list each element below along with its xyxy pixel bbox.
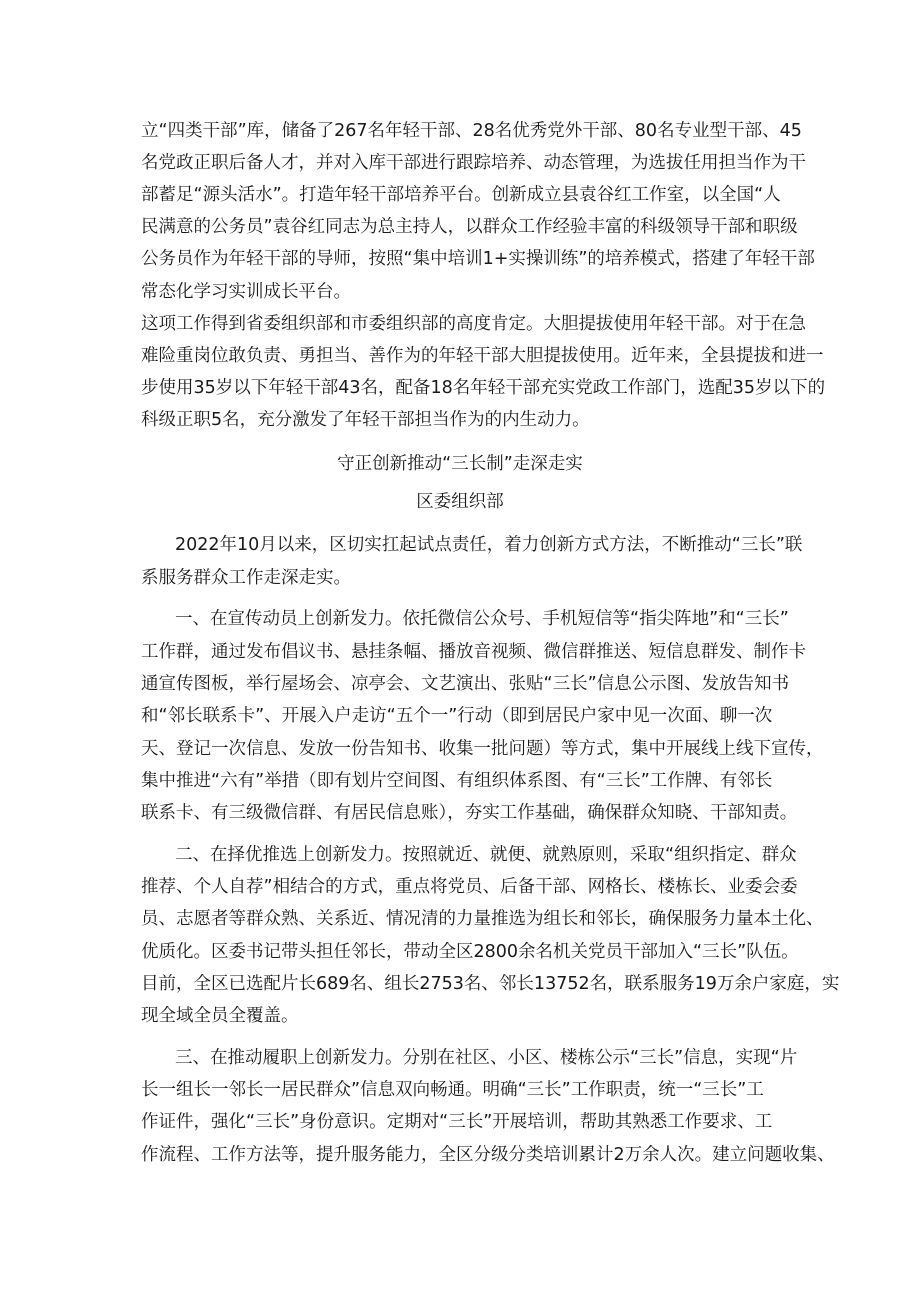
text-line: 常态化学习实训成长平台。: [141, 282, 351, 302]
text-line: 名党政正职后备人才，并对入库干部进行跟踪培养、动态管理，为选拔任用担当作为干: [141, 153, 806, 173]
text-line: 联系卡、有三级微信群、有居民信息账），夯实工作基础，确保群众知晓、干部知责。: [141, 803, 798, 823]
text-line: 2022年10月以来，区切实扛起试点责任，着力创新方式方法，不断推动“三长”联: [175, 535, 803, 555]
text-line: 通宣传图板，举行屋场会、凉亭会、文艺演出、张贴“三长”信息公示图、发放告知书: [141, 674, 790, 694]
text-line: 现全域全员全覆盖。: [141, 1006, 299, 1026]
text-line: 三、在推动履职上创新发力。分别在社区、小区、楼栋公示“三长”信息，实现“片: [175, 1048, 798, 1068]
text-line: 员、志愿者等群众熟、关系近、情况清的力量推选为组长和邻长，确保服务力量本土化、: [141, 909, 824, 929]
text-line: 民满意的公务员”袁谷红同志为总主持人，以群众工作经验丰富的科级领导干部和职级: [141, 217, 798, 237]
article-author: 区委组织部: [416, 492, 504, 512]
text-line: 二、在择优推选上创新发力。按照就近、就便、就熟原则，采取“组织指定、群众: [175, 845, 797, 865]
text-line: 这项工作得到省委组织部和市委组织部的高度肯定。大胆提拔使用年轻干部。对于在急: [141, 314, 806, 334]
text-line: 作证件，强化“三长”身份意识。定期对“三长”开展培训，帮助其熟悉工作要求、工: [141, 1112, 773, 1132]
text-line: 科级正职5名，充分激发了年轻干部担当作为的内生动力。: [141, 410, 590, 430]
text-line: 目前，全区已选配片长689名、组长2753名、邻长13752名，联系服务19万余户家庭，实: [141, 974, 840, 994]
text-line: 难险重岗位敢负责、勇担当、善作为的年轻干部大胆提拔使用。近年来，全县提拔和进一: [141, 346, 824, 366]
text-line: 立“四类干部”库，储备了267名年轻干部、28名优秀党外干部、80名专业型干部、45: [141, 121, 802, 141]
text-line: 和“邻长联系卡”、开展入户走访“五个一”行动（即到居民户家中见一次面、聊一次: [141, 706, 773, 726]
text-line: 天、登记一次信息、发放一份告知书、收集一批问题）等方式，集中开展线上线下宣传，: [141, 739, 824, 759]
text-line: 步使用35岁以下年轻干部43名，配备18名年轻干部充实党政工作部门，选配35岁以下的: [141, 378, 826, 398]
text-line: 推荐、个人自荐”相结合的方式，重点将党员、后备干部、网格长、楼栋长、业委会委: [141, 877, 798, 897]
article-title: 守正创新推动“三长制”走深走实: [337, 454, 583, 474]
text-line: 集中推进“六有”举措（即有划片空间图、有组织体系图、有“三长”工作牌、有邻长: [141, 771, 773, 791]
text-line: 系服务群众工作走深走实。: [141, 568, 351, 588]
text-line: 公务员作为年轻干部的导师，按照“集中培训1+实操训练”的培养模式，搭建了年轻干部: [141, 249, 815, 269]
text-line: 一、在宣传动员上创新发力。依托微信公众号、手机短信等“指尖阵地”和“三长”: [175, 609, 789, 629]
text-line: 作流程、工作方法等，提升服务能力，全区分级分类培训累计2万余人次。建立问题收集、: [141, 1145, 835, 1165]
text-line: 优质化。区委书记带头担任邻长，带动全区2800余名机关党员干部加入“三长”队伍。: [141, 942, 799, 962]
text-line: 长一组长一邻长一居民群众”信息双向畅通。明确“三长”工作职责，统一“三长”工: [141, 1080, 764, 1100]
text-line: 工作群，通过发布倡议书、悬挂条幅、播放音视频、微信群推送、短信息群发、制作卡: [141, 642, 806, 662]
text-line: 部蓄足“源头活水”。打造年轻干部培养平台。创新成立县袁谷红工作室，以全国“人: [141, 185, 781, 205]
